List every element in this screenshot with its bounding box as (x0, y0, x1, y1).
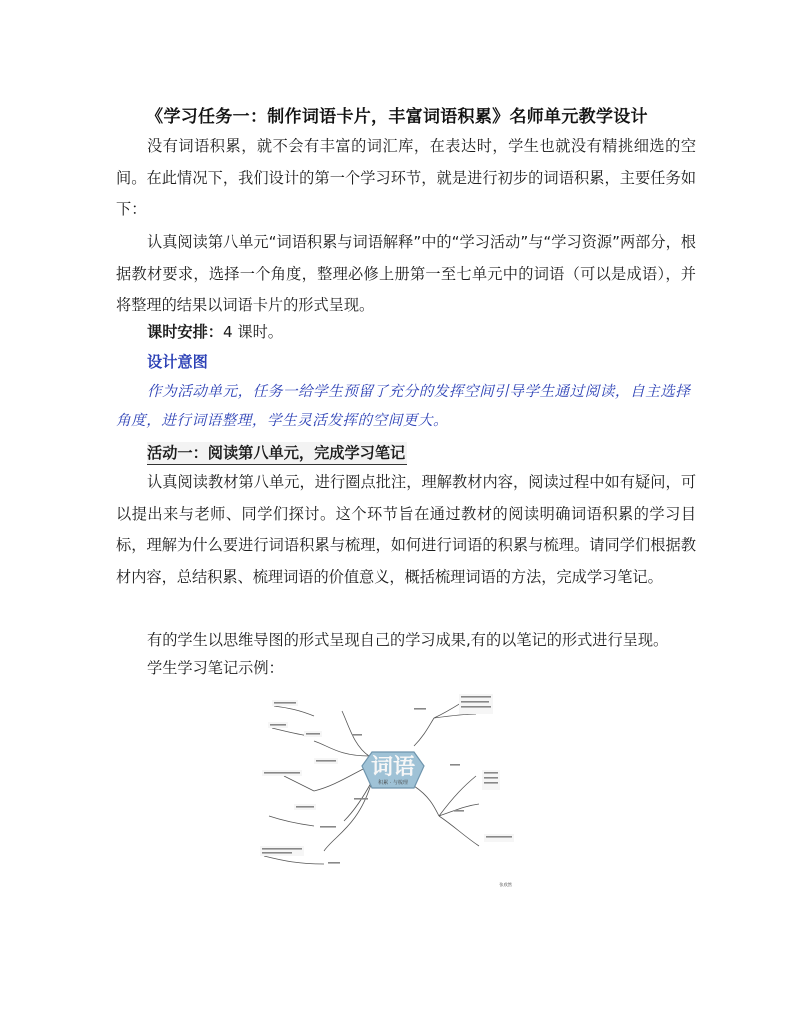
document-title: 《学习任务一：制作词语卡片，丰富词语积累》名师单元教学设计 (146, 107, 648, 127)
activity1-paragraph: 认真阅读教材第八单元，进行圈点批注，理解教材内容，阅读过程中如有疑问，可以提出来与老师、同学们探讨。这个环节旨在通过教材的阅读明确词语积累的学习目标，理解为什么要进行词语积累与梳理，如何进行词语的积累与梳理。请同学们根据教材内容，总结积累、梳理词语的价值意义，概括梳理词语的方法，完成学习笔记。 (116, 473, 696, 586)
mind-map-signature: 张欣然 (499, 882, 512, 887)
mind-map-center-sub: 积累 · 与梳理 (378, 780, 408, 786)
example-label: 学生学习笔记示例： (147, 659, 284, 677)
mind-map-center (362, 752, 424, 788)
mind-map-image (254, 686, 526, 894)
outcome-paragraph: 有的学生以思维导图的形式呈现自己的学习成果,有的以笔记的形式进行呈现。 (147, 631, 669, 649)
intro-paragraph: 没有词语积累，就不会有丰富的词汇库，在表达时，学生也就没有精挑细选的空间。在此情况下，我们设计的第一个学习环节，就是进行初步的词语积累，主要任务如下： (116, 137, 696, 218)
schedule-label: 课时安排： (147, 323, 223, 341)
task-paragraph: 认真阅读第八单元“词语积累与词语解释”中的“学习活动”与“学习资源”两部分，根据教材要求，选择一个角度，整理必修上册第一至七单元中的词语（可以是成语），并将整理的结果以词语卡片的形式呈现。 (116, 233, 696, 314)
design-intent-heading: 设计意图 (147, 353, 208, 371)
mind-map-center-label: 词语 (370, 755, 416, 780)
schedule-value: 4 课时。 (222, 323, 283, 341)
schedule-line (147, 321, 283, 343)
design-intent-text: 作为活动单元，任务一给学生预留了充分的发挥空间引导学生通过阅读，自主选择角度，进行词语整理，学生灵活发挥的空间更大。 (116, 383, 691, 429)
activity1-heading: 活动一：阅读第八单元，完成学习笔记 (147, 442, 407, 465)
